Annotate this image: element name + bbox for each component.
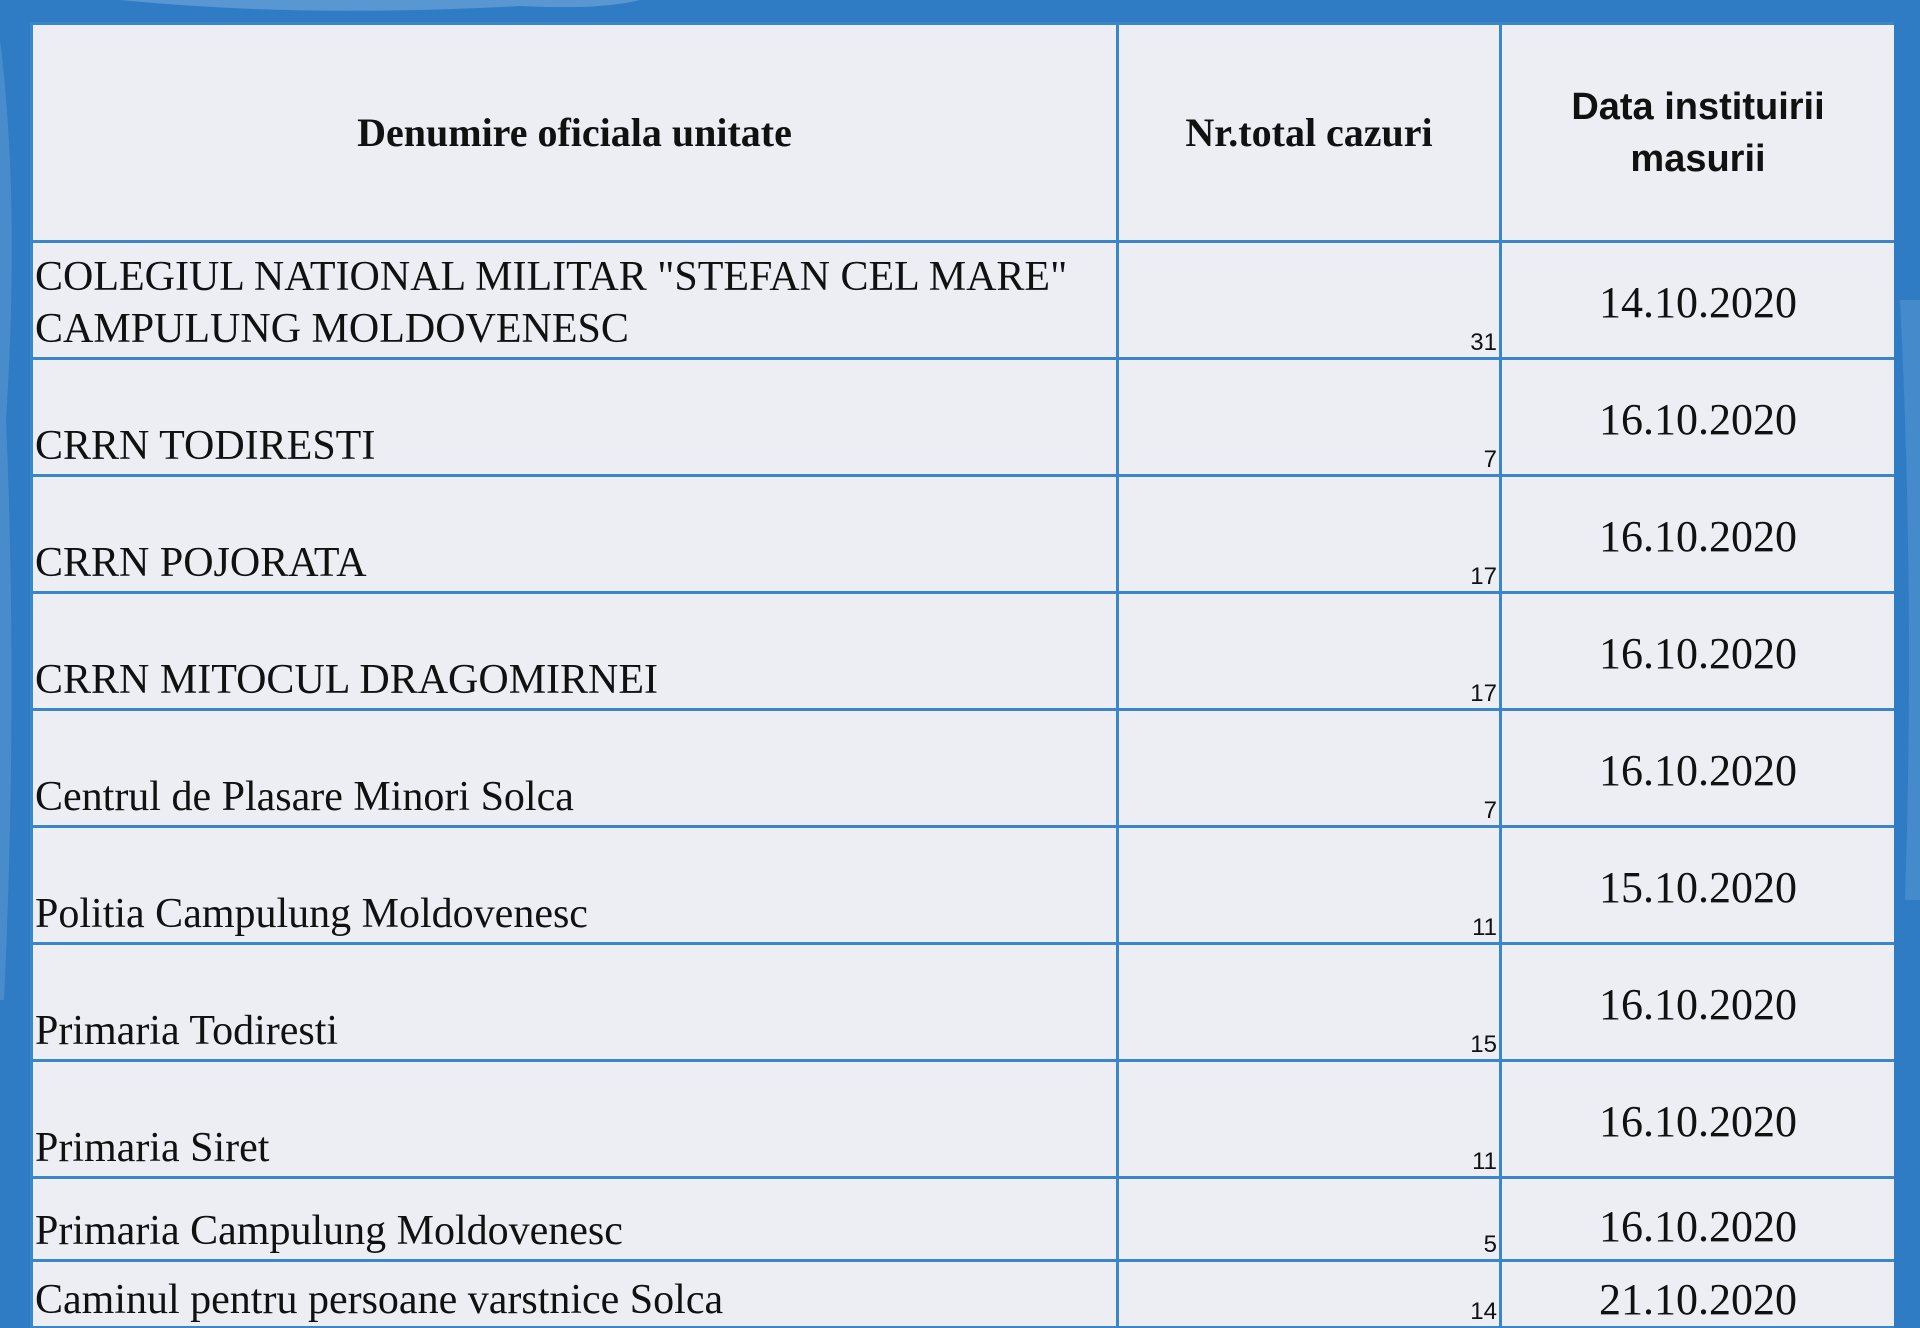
cell-total-cases: 5 [1118, 1178, 1501, 1261]
cell-measure-date-text: 14.10.2020 [1599, 278, 1797, 327]
cell-unit-name: Primaria Campulung Moldovenesc [32, 1178, 1118, 1261]
cell-total-cases: 11 [1118, 827, 1501, 944]
table-row [32, 476, 1895, 593]
cell-measure-date-text: 16.10.2020 [1599, 746, 1797, 795]
cell-measure-date [1501, 1178, 1895, 1261]
cell-unit-name: Centrul de Plasare Minori Solca [32, 710, 1118, 827]
cell-measure-date-text: 21.10.2020 [1599, 1275, 1797, 1324]
table-row [32, 1061, 1895, 1178]
table-row [32, 944, 1895, 1061]
cell-total-cases: 31 [1118, 242, 1501, 359]
table-row [32, 827, 1895, 944]
table-row [32, 710, 1895, 827]
table-row [32, 593, 1895, 710]
cell-unit-name: COLEGIUL NATIONAL MILITAR "STEFAN CEL MARE" CAMPULUNG MOLDOVENESC [32, 242, 1118, 359]
table-row [32, 359, 1895, 476]
header-measure-date-line2: masurii [1630, 137, 1766, 180]
cell-measure-date [1501, 476, 1895, 593]
cases-table [30, 22, 1894, 1328]
cell-unit-name: Primaria Todiresti [32, 944, 1118, 1061]
header-measure-date-line1: Data instituirii [1571, 85, 1825, 128]
cell-measure-date-text: 16.10.2020 [1599, 395, 1797, 444]
cell-measure-date [1501, 1061, 1895, 1178]
cell-measure-date [1501, 359, 1895, 476]
cell-total-cases: 14 [1118, 1261, 1501, 1328]
table-row [32, 242, 1895, 359]
header-total-cases: Nr.total cazuri [1118, 24, 1501, 242]
cell-measure-date [1501, 1261, 1895, 1328]
cell-measure-date [1501, 944, 1895, 1061]
cell-unit-name: Caminul pentru persoane varstnice Solca [32, 1261, 1118, 1328]
cell-measure-date-text: 15.10.2020 [1599, 863, 1797, 912]
cell-unit-name: Politia Campulung Moldovenesc [32, 827, 1118, 944]
cell-measure-date [1501, 242, 1895, 359]
cell-total-cases: 7 [1118, 710, 1501, 827]
cell-unit-name: CRRN POJORATA [32, 476, 1118, 593]
table-header-row [32, 24, 1895, 242]
cell-total-cases: 15 [1118, 944, 1501, 1061]
cell-measure-date-text: 16.10.2020 [1599, 980, 1797, 1029]
cell-total-cases: 17 [1118, 476, 1501, 593]
cell-unit-name: CRRN TODIRESTI [32, 359, 1118, 476]
cell-measure-date-text: 16.10.2020 [1599, 1202, 1797, 1251]
cell-total-cases: 17 [1118, 593, 1501, 710]
cell-total-cases: 11 [1118, 1061, 1501, 1178]
data-table-container [30, 22, 1894, 1328]
header-measure-date [1501, 24, 1895, 242]
cell-measure-date [1501, 710, 1895, 827]
cell-measure-date-text: 16.10.2020 [1599, 512, 1797, 561]
cell-unit-name: CRRN MITOCUL DRAGOMIRNEI [32, 593, 1118, 710]
cell-measure-date-text: 16.10.2020 [1599, 629, 1797, 678]
cell-unit-name: Primaria Siret [32, 1061, 1118, 1178]
header-unit-name: Denumire oficiala unitate [32, 24, 1118, 242]
table-row [32, 1178, 1895, 1261]
cell-measure-date-text: 16.10.2020 [1599, 1097, 1797, 1146]
table-row [32, 1261, 1895, 1328]
cell-measure-date [1501, 593, 1895, 710]
cell-total-cases: 7 [1118, 359, 1501, 476]
cell-measure-date [1501, 827, 1895, 944]
